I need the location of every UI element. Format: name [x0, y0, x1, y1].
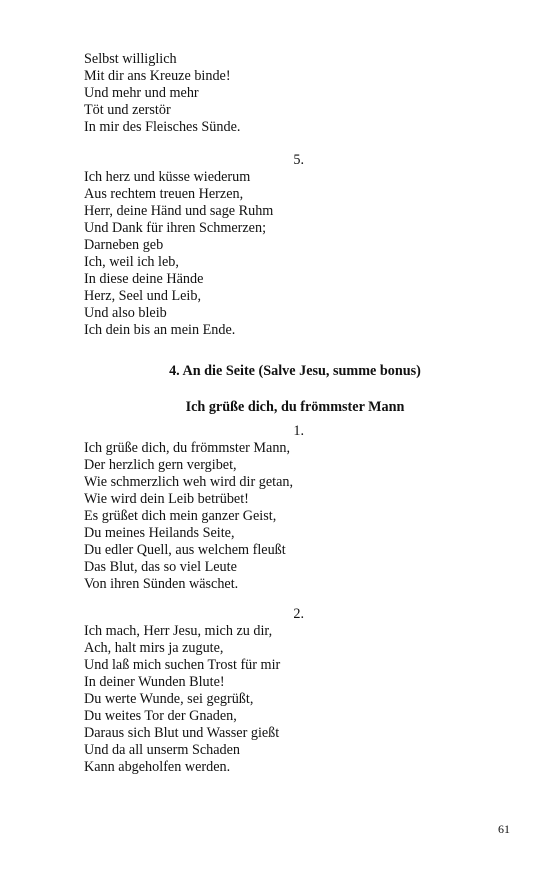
verse-line: Und mehr und mehr: [84, 85, 199, 101]
page-number: 61: [498, 822, 510, 836]
verse-line: Und Dank für ihren Schmerzen;: [84, 220, 267, 236]
verse-line: Es grüßet dich mein ganzer Geist,: [84, 508, 277, 524]
verse-line: Ich dein bis an mein Ende.: [84, 322, 236, 338]
verse-line: Das Blut, das so viel Leute: [84, 559, 237, 575]
verse-line: Aus rechtem treuen Herzen,: [84, 186, 244, 202]
verse-line: Du edler Quell, aus welchem fleußt: [84, 542, 286, 558]
verse-line: Du meines Heilands Seite,: [84, 525, 235, 541]
section-title: 4. An die Seite (Salve Jesu, summe bonus): [169, 363, 421, 379]
verse-line: Töt und zerstör: [84, 102, 171, 118]
verse-line: Und also bleib: [84, 305, 167, 321]
verse-line: Von ihren Sünden wäschet.: [84, 576, 239, 592]
verse-line: Ich grüße dich, du frömmster Mann,: [84, 440, 291, 456]
verse-line: Ich herz und küsse wiederum: [84, 169, 251, 185]
verse-line: Du weites Tor der Gnaden,: [84, 708, 237, 724]
verse-line: Herr, deine Händ und sage Ruhm: [84, 203, 274, 219]
verse-line: Ich, weil ich leb,: [84, 254, 179, 270]
verse-line: Ich mach, Herr Jesu, mich zu dir,: [84, 623, 273, 639]
verse-line: Herz, Seel und Leib,: [84, 288, 202, 304]
verse-line: Wie wird dein Leib betrübet!: [84, 491, 249, 507]
verse-line: Du werte Wunde, sei gegrüßt,: [84, 691, 254, 707]
verse-line: Und laß mich suchen Trost für mir: [84, 657, 281, 673]
verse-line: Mit dir ans Kreuze binde!: [84, 68, 231, 84]
verse-line: Selbst williglich: [84, 51, 177, 67]
stanza-number: 1.: [293, 423, 304, 439]
verse-line: Darneben geb: [84, 237, 164, 253]
verse-line: In mir des Fleisches Sünde.: [84, 119, 241, 135]
verse-line: Und da all unserm Schaden: [84, 742, 241, 758]
verse-line: Daraus sich Blut und Wasser gießt: [84, 725, 280, 741]
verse-line: In diese deine Hände: [84, 271, 204, 287]
verse-line: Kann abgeholfen werden.: [84, 759, 231, 775]
stanza-number: 2.: [293, 606, 304, 622]
verse-line: Ach, halt mirs ja zugute,: [84, 640, 224, 656]
stanza-number: 5.: [293, 152, 304, 168]
song-title: Ich grüße dich, du frömmster Mann: [185, 399, 405, 415]
verse-line: Wie schmerzlich weh wird dir getan,: [84, 474, 294, 490]
verse-line: Der herzlich gern vergibet,: [84, 457, 237, 473]
verse-line: In deiner Wunden Blute!: [84, 674, 225, 690]
